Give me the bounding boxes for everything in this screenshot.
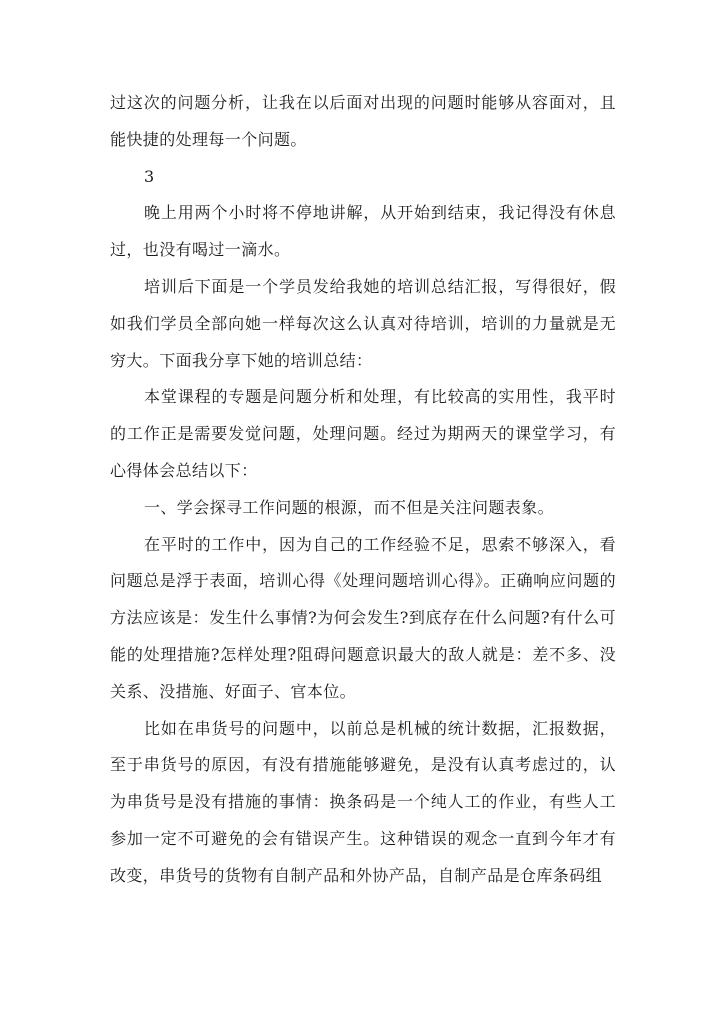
paragraph-heading-1: 一、学会探寻工作问题的根源，而不但是关注问题表象。 xyxy=(144,497,555,517)
document-body xyxy=(110,85,616,895)
paragraph-4: 培训后下面是一个学员发给我她的培训总结汇报，写得很好，假如我们学员全部向她一样每次这么认真对待培训，培训的力量就是无穷大。下面我分享下她的培训总结： xyxy=(110,276,616,370)
paragraph-8: 比如在串货号的问题中，以前总是机械的统计数据，汇报数据，至于串货号的原因，有没有措施能够避免，是没有认真考虑过的，认为串货号是没有措施的事情：换条码是一个纯人工的作业，有些人工参加一定不可避免的会有错误产生。这种错误的观念一直到今年才有改变，串货号的货物有自制产品和外协产品，自制产品是仓库条码组 xyxy=(110,718,616,885)
paragraph-7: 在平时的工作中，因为自己的工作经验不足，思索不够深入，看问题总是浮于表面，培训心得《处理问题培训心得》。正确响应问题的方法应该是：发生什么事情?为何会发生?到底存在什么问题?有什么可能的处理措施?怎样处理?阻碍问题意识最大的敌人就是：差不多、没关系、没措施、好面子、官本位。 xyxy=(110,534,616,701)
paragraph-section-number: 3 xyxy=(144,166,155,186)
paragraph-5: 本堂课程的专题是问题分析和处理，有比较高的实用性，我平时的工作正是需要发觉问题，处理问题。经过为期两天的课堂学习，有心得体会总结以下： xyxy=(110,387,616,480)
paragraph-1: 过这次的问题分析，让我在以后面对出现的问题时能够从容面对，且能快捷的处理每一个问题。 xyxy=(110,93,616,149)
paragraph-3: 晚上用两个小时将不停地讲解，从开始到结束，我记得没有休息过，也没有喝过一滴水。 xyxy=(110,203,616,260)
